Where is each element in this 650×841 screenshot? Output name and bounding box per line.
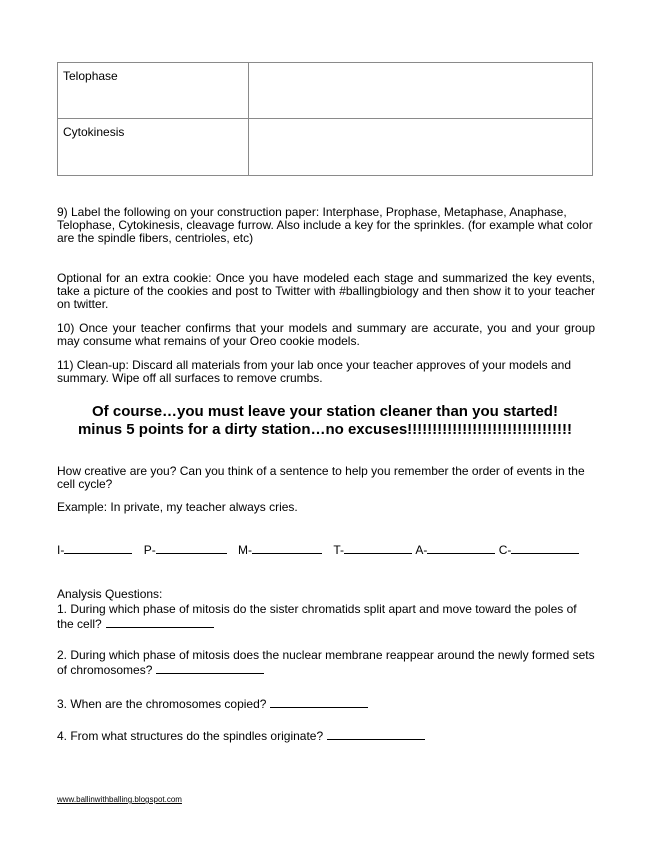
- mnemonic-blank-p[interactable]: [156, 543, 227, 554]
- table-row: [58, 119, 593, 176]
- answer-blank-2[interactable]: [156, 663, 264, 674]
- mnemonic-letter-m: M-: [238, 543, 253, 557]
- answer-blank-1[interactable]: [106, 617, 214, 628]
- optional-extra-text: Optional for an extra cookie: Once you have modeled each stage and summarized the key events, take a picture of the cookies and post to Twitter with #ballingbiology and then show it to your teacher on twitter.: [57, 271, 595, 311]
- analysis-question-4: [57, 729, 595, 743]
- answer-blank-3[interactable]: [270, 697, 368, 708]
- mnemonic-blank-a[interactable]: [427, 543, 495, 554]
- question-3-text: 3. When are the chromosomes copied?: [57, 697, 267, 711]
- phase-answer-cytokinesis[interactable]: [249, 119, 593, 176]
- question-4-text: 4. From what structures do the spindles originate?: [57, 729, 324, 743]
- mnemonic-letter-p: P-: [143, 543, 156, 557]
- warning-line-1: Of course…you must leave your station cleaner than you started!: [92, 403, 558, 420]
- step-10-text: 10) Once your teacher confirms that your models and summary are accurate, you and your group may consume what remains of your Oreo cookie models.: [57, 321, 595, 348]
- analysis-question-1: [57, 602, 595, 632]
- footer-url[interactable]: www.ballinwithballing.blogspot.com: [57, 795, 182, 804]
- mnemonic-letter-c: C-: [498, 543, 512, 557]
- table-row: [58, 63, 593, 119]
- mnemonic-letter-i: I-: [57, 543, 65, 557]
- phase-label-telophase: Telophase: [58, 63, 249, 119]
- mnemonic-blank-i[interactable]: [64, 543, 132, 554]
- mnemonic-blank-c[interactable]: [511, 543, 579, 554]
- analysis-heading: Analysis Questions:: [57, 587, 163, 601]
- question-2-text: 2. During which phase of mitosis does the nuclear membrane reappear around the newly formed sets of chromosomes?: [57, 648, 595, 677]
- phase-label-cytokinesis: Cytokinesis: [58, 119, 249, 176]
- answer-blank-4[interactable]: [327, 729, 425, 740]
- analysis-question-3: [57, 697, 595, 711]
- mnemonic-blanks: [57, 543, 597, 557]
- creative-prompt: How creative are you? Can you think of a sentence to help you remember the order of events in the cell cycle?: [57, 464, 585, 491]
- step-9-text: 9) Label the following on your construction paper: Interphase, Prophase, Metaphase, Anaphase, Telophase, Cytokinesis, cleavage furrow. Also include a key for the sprinkles. (for example what color are the spindle fibers, centrioles, etc): [57, 205, 593, 245]
- mnemonic-blank-t[interactable]: [344, 543, 412, 554]
- question-1-text: 1. During which phase of mitosis do the sister chromatids split apart and move toward the poles of the cell?: [57, 602, 577, 631]
- phase-answer-telophase[interactable]: [249, 63, 593, 119]
- mnemonic-letter-t: T-: [333, 543, 345, 557]
- analysis-question-2: [57, 648, 595, 678]
- warning-line-2: minus 5 points for a dirty station…no excuses!!!!!!!!!!!!!!!!!!!!!!!!!!!!!!!!!: [77, 421, 573, 438]
- mnemonic-example: Example: In private, my teacher always cries.: [57, 500, 298, 514]
- mnemonic-letter-a: A-: [415, 543, 428, 557]
- phase-table: [57, 62, 593, 176]
- step-11-text: 11) Clean-up: Discard all materials from your lab once your teacher approves of your models and summary. Wipe off all surfaces to remove crumbs.: [57, 358, 572, 385]
- mnemonic-blank-m[interactable]: [252, 543, 322, 554]
